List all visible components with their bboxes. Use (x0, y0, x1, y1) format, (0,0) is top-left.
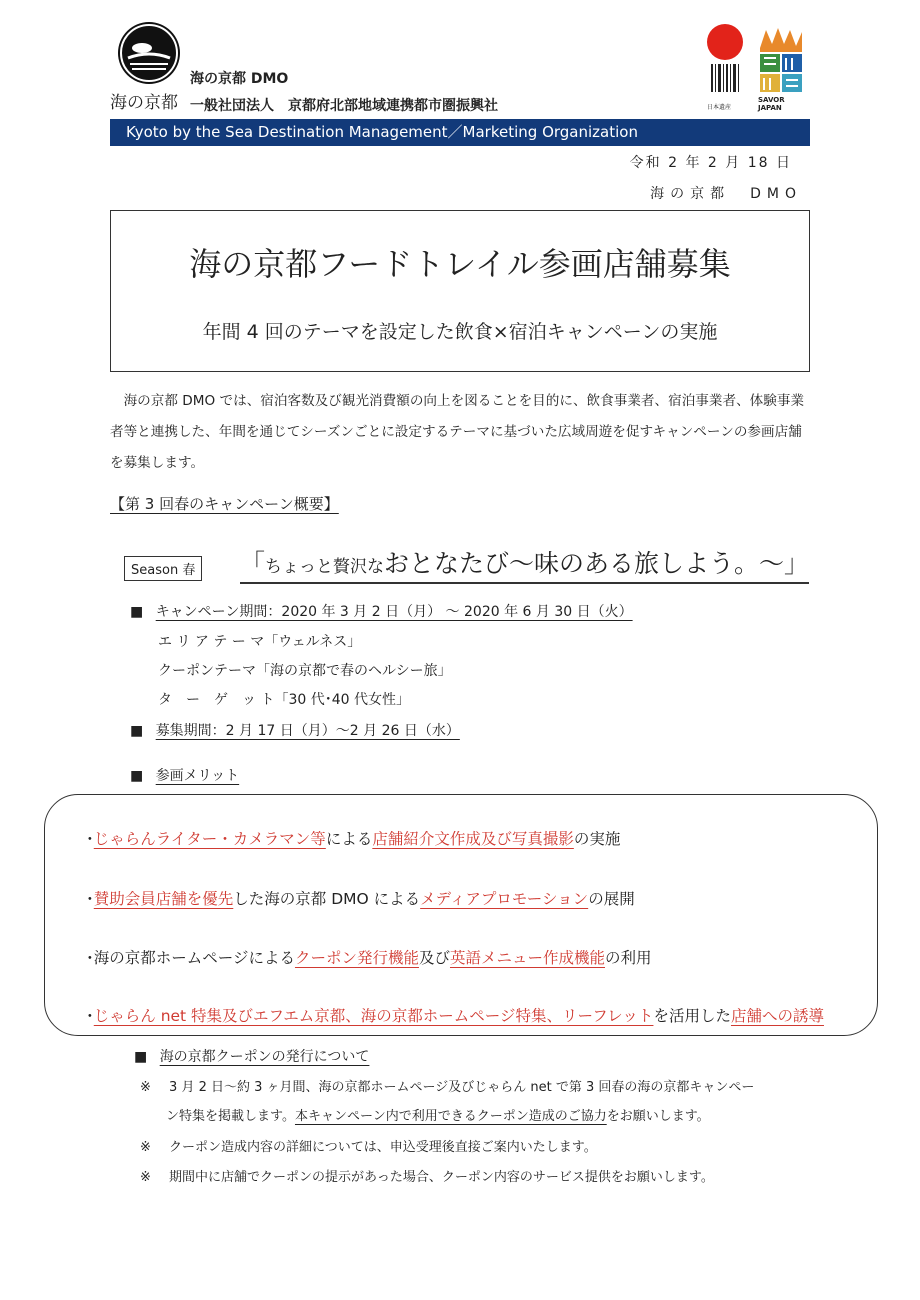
coupon-theme: クーポンテーマ「海の京都で春のヘルシー旅」 (158, 663, 452, 679)
recruit-period-item (130, 720, 460, 740)
merit-text: の実施 (573, 830, 621, 848)
area-theme: エ リ ア テ ー マ「ウェルネス」 (158, 634, 362, 650)
merit-item (86, 946, 652, 968)
savor-japan-logo-icon (756, 24, 806, 116)
merit-highlight: 賛助会員店舗を優先 (93, 890, 234, 908)
merit-highlight: クーポン発行機能 (294, 949, 419, 967)
org-banner: Kyoto by the Sea Destination Management／Marketing Organization (110, 119, 810, 146)
season-title-small: ちょっと贅沢な (265, 557, 385, 577)
page-title: 海の京都フードトレイル参画店舗募集 (189, 245, 731, 283)
coupon-note-1 (140, 1076, 754, 1095)
season-title (240, 544, 809, 584)
merit-item (86, 887, 635, 909)
merit-highlight: 店舗への誘導 (730, 1007, 824, 1025)
merit-highlight: じゃらんライター・カメラマン等 (93, 830, 326, 848)
heritage-label: 日本遺産 (707, 104, 732, 111)
season-title-open: 「 (240, 549, 266, 578)
merit-item (86, 1004, 824, 1026)
season-tag: Season 春 (124, 556, 202, 581)
merit-text: を活用した (653, 1007, 731, 1025)
logo-script-text: 海の京都 (110, 93, 178, 113)
merit-prefix: ･海の京都ホームページによる (86, 949, 295, 967)
campaign-period: キャンペーン期間：2020 年 3 月 2 日（月） 〜 2020 年 6 月 30 日（火） (155, 604, 633, 620)
org-full-name: 一般社団法人 京都府北部地域連携都市圏振興社 (190, 98, 498, 114)
bullet-square: ■ (134, 1049, 148, 1065)
note-underlined: 本キャンペーン内で利用できるクーポン造成のご協力 (294, 1109, 607, 1124)
dmo-logo-icon (118, 22, 180, 84)
note-text: クーポン造成内容の詳細については、申込受理後直接ご案内いたします。 (169, 1140, 597, 1155)
merit-highlight: じゃらん net 特集及びエフエム京都、海の京都ホームページ特集、リーフレット (93, 1007, 654, 1025)
merit-text: の利用 (605, 949, 652, 967)
page-subtitle: 年間 4 回のテーマを設定した飲食×宿泊キャンペーンの実施 (202, 321, 718, 343)
savor-label: SAVOR JAPAN (758, 96, 785, 112)
merit-prefix: ･ (86, 830, 94, 848)
target-audience: タ ー ゲ ッ ト「30 代･40 代女性」 (158, 692, 410, 708)
merit-text: の展開 (588, 890, 635, 908)
document-date: 令和 2 年 2 月 18 日 (629, 155, 792, 171)
section-heading (110, 493, 339, 514)
coupon-note-1-cont (166, 1105, 710, 1124)
section-heading-text: 【第 3 回春のキャンペーン概要】 (110, 495, 339, 513)
japan-heritage-logo-icon (703, 22, 747, 114)
note-mark: ※ (140, 1140, 151, 1155)
document-issuer: 海の京都 DMO (650, 186, 802, 202)
note-text: ン特集を掲載します。 (166, 1109, 295, 1124)
bullet-square: ■ (130, 604, 144, 620)
note-mark: ※ (140, 1080, 151, 1095)
note-text: 期間中に店舗でクーポンの提示があった場合、クーポン内容のサービス提供をお願いします。 (169, 1170, 714, 1185)
merit-text: 及び (418, 949, 450, 967)
note-mark: ※ (140, 1170, 151, 1185)
merit-highlight: メディアプロモーション (420, 890, 589, 908)
campaign-period-item (130, 601, 633, 621)
merit-text: による (325, 830, 373, 848)
merit-item (86, 827, 620, 849)
coupon-note-3 (140, 1166, 714, 1185)
recruit-period: 募集期間：2 月 17 日（月）〜2 月 26 日（水） (155, 723, 460, 739)
merit-prefix: ･ (86, 1007, 94, 1025)
coupon-heading-item (134, 1046, 369, 1066)
merit-heading: 参画メリット (155, 768, 240, 784)
bullet-square: ■ (130, 768, 144, 784)
merit-prefix: ･ (86, 890, 94, 908)
merit-heading-item (130, 765, 239, 785)
intro-paragraph: 海の京都 DMO では、宿泊客数及び観光消費額の向上を図ることを目的に、飲食事業者、宿泊事業者、体験事業者等と連携した、年間を通じてシーズンごとに設定するテーマに基づいた広域周遊を促すキャンペーンの参画店舗を募集します。 (110, 393, 805, 471)
org-name: 海の京都 DMO (190, 71, 289, 87)
bullet-square: ■ (130, 723, 144, 739)
merit-highlight: 店舗紹介文作成及び写真撮影 (372, 830, 574, 848)
coupon-note-2 (140, 1136, 597, 1155)
merit-text: した海の京都 DMO による (233, 890, 421, 908)
note-text: をお願いします。 (606, 1109, 710, 1124)
season-title-main: おとなたび〜味のある旅しよう。〜」 (384, 549, 810, 578)
coupon-heading: 海の京都クーポンの発行について (159, 1049, 370, 1065)
merit-highlight: 英語メニュー作成機能 (449, 949, 605, 967)
note-text: 3 月 2 日〜約 3 ヶ月間、海の京都ホームページ及びじゃらん net で第 3 回春の海の京都キャンペー (169, 1080, 755, 1095)
title-box (110, 210, 810, 372)
